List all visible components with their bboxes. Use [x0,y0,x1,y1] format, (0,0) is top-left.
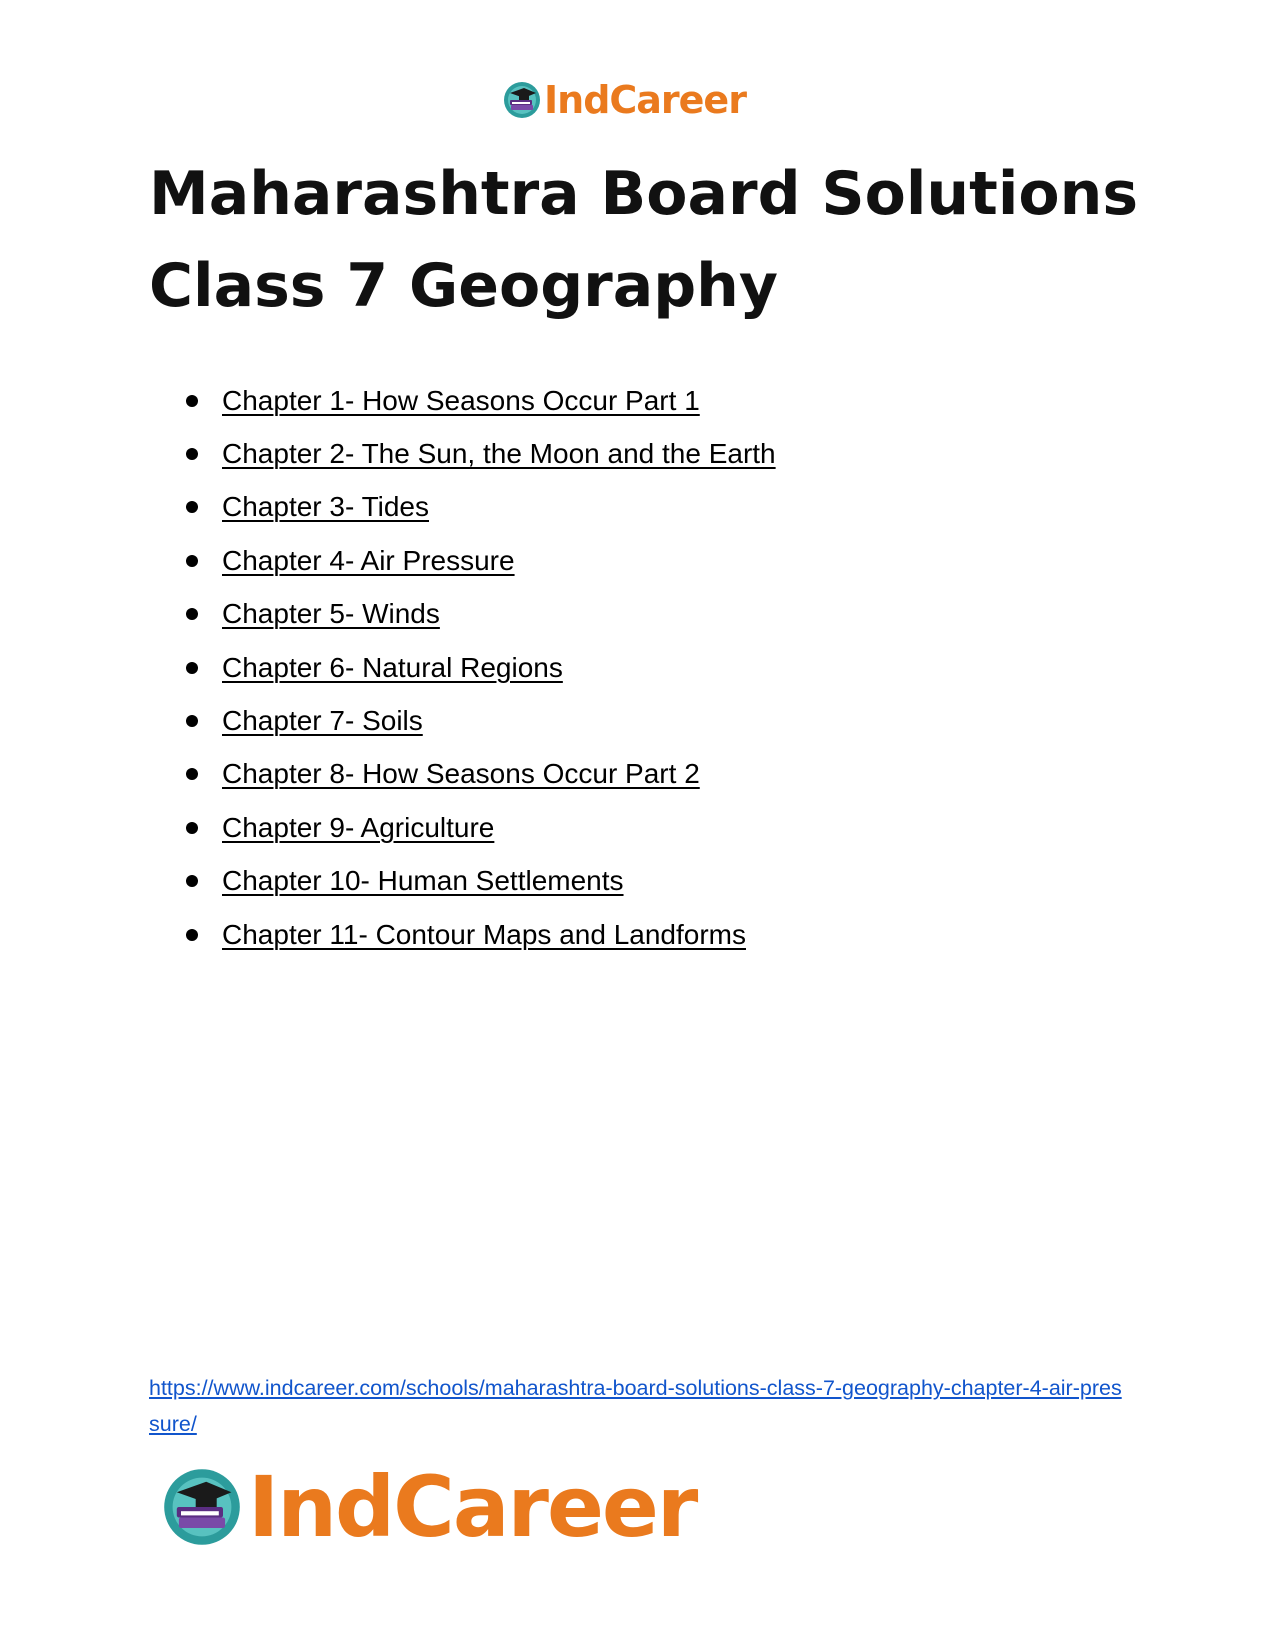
logo-wordmark: IndCareer [248,1458,697,1556]
header-logo [502,80,746,120]
bullet-icon [186,448,198,460]
list-item [186,427,776,480]
list-item [186,855,776,908]
chapter-link-8[interactable]: Chapter 8- How Seasons Occur Part 2 [222,758,700,790]
bullet-icon [186,768,198,780]
graduation-book-globe-icon [160,1465,244,1549]
chapter-link-2[interactable]: Chapter 2- The Sun, the Moon and the Earth [222,438,776,470]
chapter-link-9[interactable]: Chapter 9- Agriculture [222,811,495,843]
chapter-link-3[interactable]: Chapter 3- Tides [222,491,429,523]
list-item [186,748,776,801]
list-item [186,374,776,427]
chapter-list [186,374,776,961]
bullet-icon [186,822,198,834]
list-item [186,641,776,694]
page-title [149,148,1149,332]
graduation-book-globe-icon [502,80,542,120]
bullet-icon [186,875,198,887]
chapter-link-4[interactable]: Chapter 4- Air Pressure [222,544,515,576]
bullet-icon [186,662,198,674]
chapter-link-11[interactable]: Chapter 11- Contour Maps and Landforms [222,918,746,950]
list-item [186,534,776,587]
chapter-link-1[interactable]: Chapter 1- How Seasons Occur Part 1 [222,384,700,416]
list-item [186,588,776,641]
bullet-icon [186,555,198,567]
title-line-1: Maharashtra Board Solutions [149,159,1139,229]
chapter-link-7[interactable]: Chapter 7- Soils [222,705,423,737]
list-item [186,694,776,747]
footer-logo [160,1458,697,1556]
chapter-link-10[interactable]: Chapter 10- Human Settlements [222,865,624,897]
logo-wordmark: IndCareer [544,78,746,122]
bullet-icon [186,501,198,513]
bullet-icon [186,929,198,941]
list-item [186,908,776,961]
bullet-icon [186,608,198,620]
list-item [186,481,776,534]
chapter-link-6[interactable]: Chapter 6- Natural Regions [222,651,563,683]
bullet-icon [186,395,198,407]
source-url-link[interactable]: https://www.indcareer.com/schools/maharashtra-board-solutions-class-7-geography-chapter-4-air-pressure/ [149,1376,1122,1436]
title-line-2: Class 7 Geography [149,251,779,321]
bullet-icon [186,715,198,727]
list-item [186,801,776,854]
chapter-link-5[interactable]: Chapter 5- Winds [222,598,440,630]
